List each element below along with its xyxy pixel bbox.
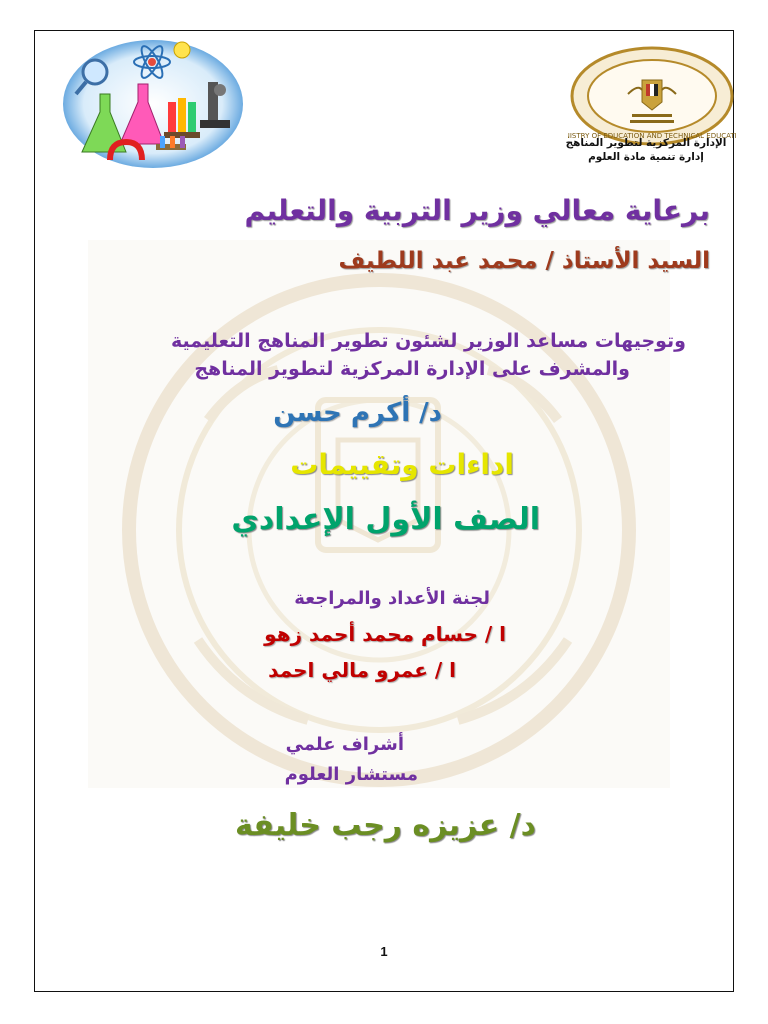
advisor-title: مستشار العلوم	[284, 764, 418, 785]
directive-line-1: وتوجيهات مساعد الوزير لشئون تطوير المناهج التعليمية	[170, 330, 686, 352]
seal-caption-line1: الإدارة المركزية لتطوير المناهج	[565, 137, 727, 149]
seal-caption-line2: إدارة تنمية مادة العلوم	[588, 151, 704, 163]
seal-caption	[556, 136, 736, 164]
director-name: د/ أكرم حسن	[273, 398, 442, 428]
committee-heading: لجنة الأعداد والمراجعة	[294, 588, 490, 609]
advisor-name: د/ عزيزه رجب خليفة	[234, 808, 536, 843]
subject-title: اداءات وتقييمات	[290, 448, 514, 481]
grade-title: الصف الأول الإعدادي	[231, 502, 540, 537]
science-logo	[60, 32, 246, 172]
committee-member-2: ا / عمرو مالي احمد	[268, 658, 456, 682]
page-number: 1	[380, 944, 388, 959]
supervision-heading: أشراف علمي	[285, 734, 404, 755]
committee-member-1: ا / حسام محمد أحمد زهو	[264, 622, 506, 646]
sponsor-line: برعاية معالي وزير التربية والتعليم	[244, 194, 710, 227]
minister-line: السيد الأستاذ / محمد عبد اللطيف	[338, 248, 710, 274]
seal-ring-text: ISTRY OF EDUCATION AND TECHNICAL EDUCAT	[569, 132, 735, 140]
directive-line-2: والمشرف على الإدارة المركزية لتطوير المناهج	[194, 358, 630, 380]
